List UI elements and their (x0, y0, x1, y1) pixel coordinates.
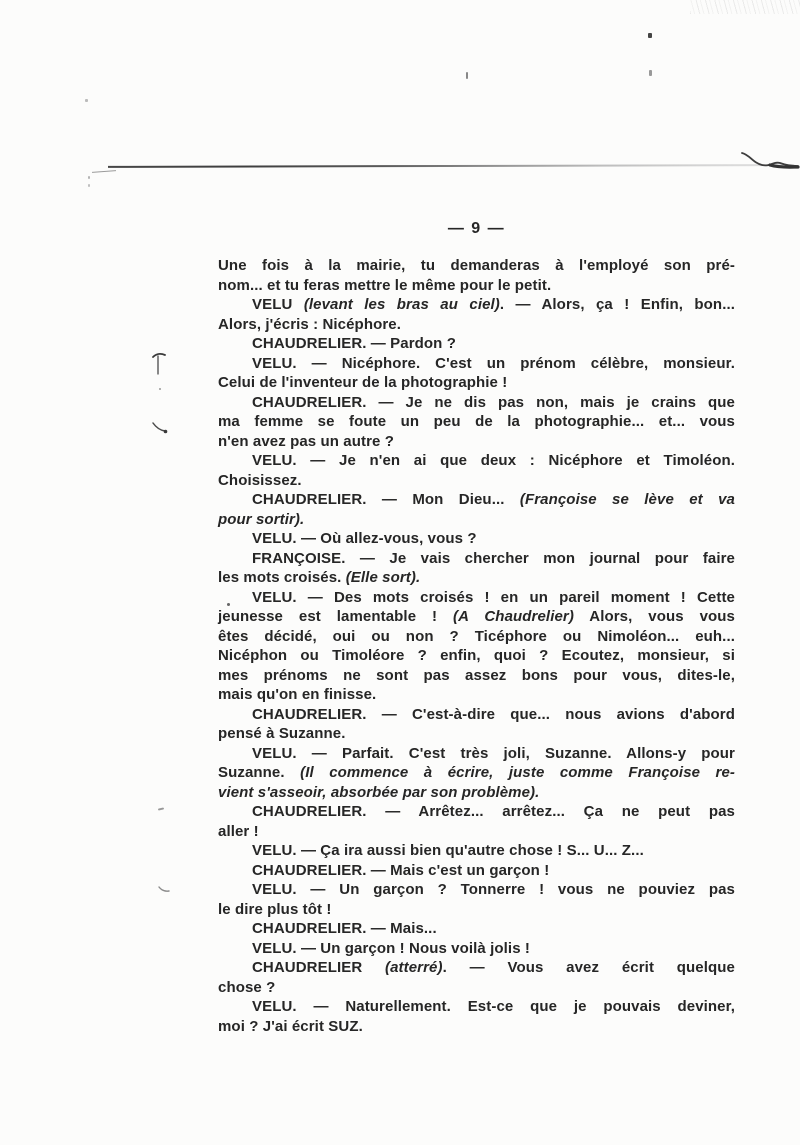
dialogue-text: jeunesse est lamentable ! (218, 608, 454, 625)
dialogue-text: pensé à Suzanne. (218, 725, 346, 742)
dialogue-text: nom... et tu feras mettre le même pour le petit. (218, 276, 552, 294)
text-line (218, 744, 735, 764)
text-line (218, 510, 735, 530)
stage-direction: (atterré) (385, 959, 443, 976)
dialogue-text: chose ? (218, 978, 276, 996)
page-number: — 9 — (447, 220, 506, 237)
text-line (218, 549, 735, 569)
dialogue-text: moi ? J'ai écrit SUZ. (218, 1017, 363, 1035)
dialogue-text: VELU. — Des mots croisés ! en un pareil moment ! Cette (252, 588, 735, 606)
text-line (218, 276, 735, 296)
dialogue-text: Une fois à la mairie, tu demanderas à l'employé son pré- (218, 257, 735, 274)
text-line (218, 900, 735, 920)
text-line (218, 919, 735, 939)
text-line (218, 568, 735, 588)
dialogue-text: CHAUDRELIER. — Pardon ? (252, 335, 456, 352)
dialogue-text: VELU. — Un garçon ? Tonnerre ! vous ne pouviez pas (252, 881, 735, 898)
play-text (218, 256, 735, 1036)
text-line (218, 315, 735, 335)
dialogue-text: mes prénoms ne sont pas assez bons pour vous, dites-le, (218, 666, 735, 684)
separator-rule (108, 164, 794, 168)
text-line (218, 432, 735, 452)
scan-speck (649, 70, 652, 76)
stage-direction: (Françoise se lève et va (519, 491, 735, 508)
text-line (218, 451, 735, 471)
text-line (218, 978, 735, 998)
dialogue-text: mais qu'on en finisse. (218, 686, 377, 703)
dialogue-text: CHAUDRELIER. — C'est-à-dire que... nous avions d'abord (252, 705, 735, 723)
text-line (218, 412, 735, 432)
dialogue-text: Suzanne. (218, 764, 301, 781)
stage-direction: (Il commence à écrire, juste comme Françoise re- (300, 764, 735, 781)
stage-direction: (Elle sort). (345, 569, 421, 586)
text-line (218, 256, 735, 276)
dialogue-text: CHAUDRELIER. — Mais c'est un garçon ! (252, 861, 550, 879)
margin-dash-mark (158, 807, 164, 810)
scan-speck (648, 33, 652, 38)
margin-flag-mark (150, 351, 170, 377)
dialogue-text: Choisissez. (218, 471, 302, 489)
text-line (218, 471, 735, 491)
text-line (218, 295, 735, 315)
dialogue-text: n'en avez pas un autre ? (218, 432, 395, 450)
text-line (218, 490, 735, 510)
dialogue-text: Nicéphon ou Timoléore ? enfin, quoi ? Ecoutez, monsieur, si (218, 647, 735, 664)
text-line (218, 588, 735, 608)
dialogue-text: CHAUDRELIER. — Mon Dieu... (252, 491, 520, 508)
margin-tick-mark (157, 883, 173, 897)
dialogue-text: CHAUDRELIER. — Mais... (252, 920, 437, 937)
dialogue-text: CHAUDRELIER. — Je ne dis pas non, mais je crains que (252, 393, 735, 411)
text-line (218, 334, 735, 354)
dialogue-text: VELU. — Nicéphore. C'est un prénom célèbre, monsieur. (252, 354, 735, 372)
text-line (218, 393, 735, 413)
dialogue-text: CHAUDRELIER. — Arrêtez... arrêtez... Ça ne peut pas (252, 803, 735, 820)
text-line (218, 763, 735, 783)
text-line (218, 373, 735, 393)
text-line (218, 783, 735, 803)
separator-rule-tail (92, 170, 116, 173)
text-line (218, 997, 735, 1017)
dialogue-text: le dire plus tôt ! (218, 900, 332, 918)
scan-speck (85, 99, 88, 102)
text-line (218, 607, 735, 627)
text-line (218, 958, 735, 978)
dialogue-text: les mots croisés. (218, 569, 346, 586)
text-line (218, 802, 735, 822)
stage-direction: vient s'asseoir, absorbée par son problème). (218, 783, 540, 801)
handwritten-squiggle (740, 147, 800, 173)
dialogue-text: êtes décidé, oui ou non ? Ticéphore ou Nimoléon... euh... (218, 627, 735, 645)
dialogue-text: FRANÇOISE. — Je vais chercher mon journal pour faire (252, 549, 735, 567)
scan-speck (88, 184, 90, 187)
stage-direction: (A Chaudrelier) (453, 608, 574, 625)
text-line (218, 646, 735, 666)
text-line (218, 685, 735, 705)
text-line (218, 880, 735, 900)
dialogue-text: Alors, vous vous (573, 608, 735, 625)
dialogue-text: Celui de l'inventeur de la photographie ! (218, 374, 508, 391)
dialogue-text: VELU. — Un garçon ! Nous voilà jolis ! (252, 939, 530, 957)
dialogue-text: aller ! (218, 822, 259, 840)
text-line (218, 724, 735, 744)
dialogue-text: VELU. — Naturellement. Est-ce que je pouvais deviner, (252, 998, 735, 1015)
text-line (218, 354, 735, 374)
text-line (218, 705, 735, 725)
scan-speck (88, 176, 90, 179)
scan-speck (466, 72, 468, 79)
text-line (218, 822, 735, 842)
stage-direction: pour sortir). (218, 510, 305, 528)
dialogue-text: . — Alors, ça ! Enfin, bon... (499, 296, 735, 313)
text-line (218, 841, 735, 861)
dialogue-text: VELU. — Où allez-vous, vous ? (252, 530, 477, 547)
text-line (218, 666, 735, 686)
dialogue-text: Alors, j'écris : Nicéphore. (218, 315, 401, 333)
text-line (218, 1017, 735, 1037)
dialogue-text: VELU. — Ça ira aussi bien qu'autre chose ! S... U... Z... (252, 842, 644, 859)
dialogue-text: VELU. — Je n'en ai que deux : Nicéphore et Timoléon. (252, 452, 735, 469)
dialogue-text: VELU. — Parfait. C'est très joli, Suzanne. Allons-y pour (252, 744, 735, 762)
scan-speck (159, 388, 161, 390)
dialogue-text: VELU (252, 296, 304, 313)
dialogue-text: . — Vous avez écrit quelque (442, 959, 735, 976)
dialogue-text: CHAUDRELIER (252, 959, 386, 976)
text-line (218, 861, 735, 881)
dialogue-text: ma femme se foute un peu de la photographie... et... vous (218, 413, 735, 430)
text-line (218, 627, 735, 647)
scan-noise-patch (690, 0, 800, 14)
text-line (218, 529, 735, 549)
stage-direction: (levant les bras au ciel) (303, 296, 500, 313)
margin-tick-mark (151, 420, 171, 440)
text-line (218, 939, 735, 959)
